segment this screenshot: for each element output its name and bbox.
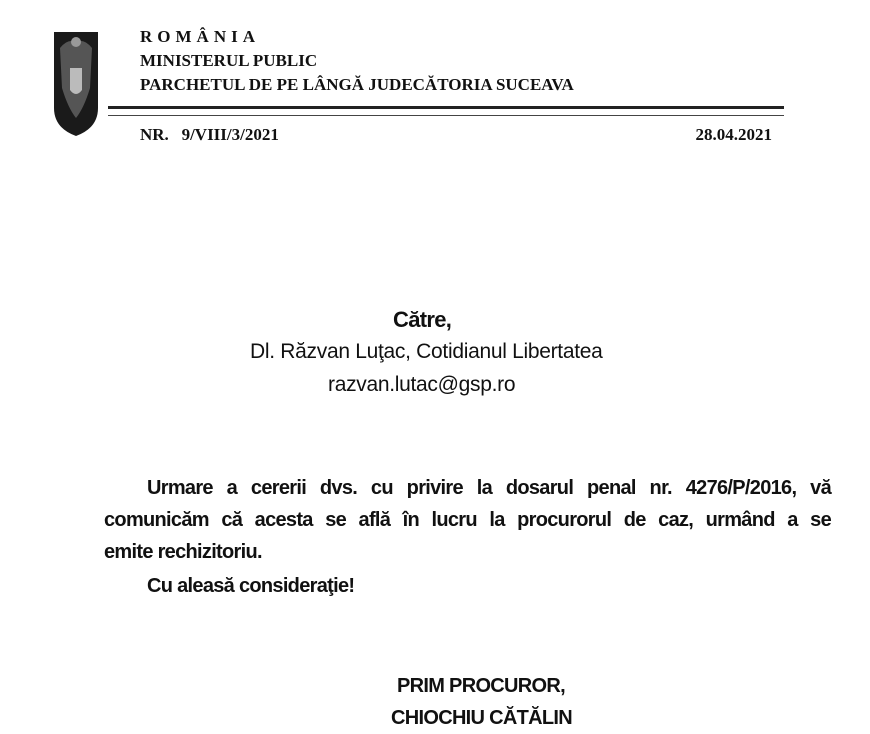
body-line-1: Urmare a cererii dvs. cu privire la dosarul penal nr. 4276/P/2016, vă [147,477,831,499]
body-line-3: emite rechizitoriu. [104,541,262,563]
recipient-name: Dl. Răzvan Luţac, Cotidianul Libertatea [250,340,603,363]
salutation: Către, [393,307,452,332]
closing-text: Cu aleasă consideraţie! [147,575,355,597]
document-date: 28.04.2021 [695,125,772,144]
signature-name: CHIOCHIU CĂTĂLIN [391,707,573,729]
number-label: NR. [140,125,169,144]
ministry-heading: MINISTERUL PUBLIC [140,51,318,70]
registration-number [140,125,279,145]
header-divider [108,106,784,116]
country-heading: ROMÂNIA [140,27,260,46]
coat-of-arms-icon [50,28,102,138]
office-heading: PARCHETUL DE PE LÂNGĂ JUDECĂTORIA SUCEAVA [140,75,574,94]
body-line-2: comunicăm că acesta se află în lucru la procurorul de caz, urmând a se [104,509,831,531]
recipient-email[interactable]: razvan.lutac@gsp.ro [328,373,516,396]
signature-title: PRIM PROCUROR, [397,675,565,697]
number-value: 9/VIII/3/2021 [181,125,279,144]
